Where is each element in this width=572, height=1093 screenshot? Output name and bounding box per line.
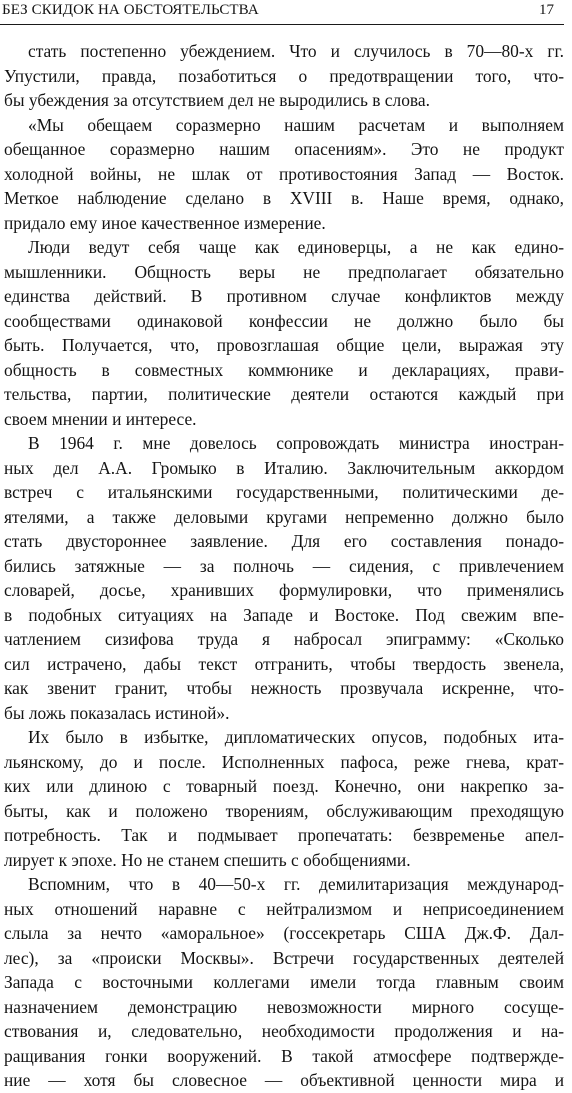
text-line: сообществами одинаковой конфессии не должно было бы	[4, 310, 564, 331]
text-line: ятелями, а также деловыми кругами непременно должно было	[4, 506, 564, 527]
text-line: бы ложь показалась истиной».	[4, 702, 230, 723]
text-line: слыла за нечто «аморальное» (госсекретарь США Дж.Ф. Дал-	[4, 923, 564, 943]
paragraph	[4, 725, 564, 872]
running-title: БЕЗ СКИДОК НА ОБСТОЯТЕЛЬСТВА	[2, 2, 259, 18]
text-line: мышленники. Общность веры не предполагает обязательно	[4, 261, 564, 282]
text-line: быть. Получается, что, провозглашая общие цели, выражая эту	[4, 335, 564, 355]
text-line: обещанное соразмерно нашим опасениям». Это не продукт	[4, 139, 564, 159]
text-line: лес), за «происки Москвы». Встречи государственных деятелей	[4, 947, 564, 968]
text-line: Запада с восточными коллегами имели тогда главным своим	[4, 972, 564, 992]
text-line: ствования и, следовательно, необходимости продолжения и на-	[4, 1021, 564, 1041]
text-line: ных отношений наравне с нейтрализмом и неприсоединением	[4, 898, 564, 919]
text-line: холодной войны, не шлак от противостояния Запад — Восток.	[4, 163, 564, 184]
page-number: 17	[539, 2, 554, 18]
text-line: Упустили, правда, позаботиться о предотвращении того, что-	[4, 65, 564, 86]
paragraph	[4, 431, 564, 725]
text-line: потребность. Так и подмывает пропечатать: безвременье апел-	[4, 825, 564, 845]
text-line: льянскому, до и после. Исполненных пафоса, реже гнева, крат-	[4, 751, 564, 772]
text-line: как звенит гранит, чтобы нежность прозвучала искренне, что-	[4, 678, 564, 698]
text-line: ких или длиною с товарный поезд. Конечно, они накрепко за-	[4, 776, 564, 796]
text-line: словарей, досье, хранивших формулировки, что применялись	[4, 580, 564, 600]
text-line: бились затяжные — за полночь — сидения, с привлечением	[4, 555, 564, 576]
text-line: Люди ведут себя чаще как единоверцы, а не как едино-	[28, 237, 564, 257]
running-header	[0, 0, 564, 25]
text-line: «Мы обещаем соразмерно нашим расчетам и выполняем	[28, 114, 564, 135]
text-line: тельства, партии, политические деятели остаются каждый при	[4, 384, 564, 404]
text-line: стать двустороннее заявление. Для его составления понадо-	[4, 531, 564, 551]
text-line: бы убеждения за отсутствием дел не выродились в слова.	[4, 90, 430, 110]
text-line: лирует к эпохе. Но не станем спешить с обобщениями.	[4, 849, 411, 870]
paragraph	[4, 113, 564, 236]
text-line: чатлением сизифова труда я набросал эпиграмму: «Сколько	[4, 629, 564, 649]
text-line: назначением демонстрацию невозможности мирного сосуще-	[4, 996, 564, 1017]
text-line: ращивания гонки вооружений. В такой атмосфере подтвержде-	[4, 1045, 564, 1066]
body-text	[4, 39, 564, 1093]
text-line: придало ему иное качественное измерение.	[4, 212, 326, 233]
paragraph	[4, 235, 564, 431]
text-line: ных дел А.А. Громыко в Италию. Заключительным аккордом	[4, 457, 564, 478]
text-line: своем мнении и интересе.	[4, 408, 197, 429]
paragraph	[4, 872, 564, 1093]
text-line: Вспомним, что в 40—50-х гг. демилитаризация международ-	[28, 874, 564, 894]
text-line: единства действий. В противном случае конфликтов между	[4, 286, 564, 306]
text-line: В 1964 г. мне довелось сопровождать министра иностран-	[28, 433, 564, 453]
text-line: стать постепенно убеждением. Что и случилось в 70—80-х гг.	[28, 41, 564, 61]
text-line: Их было в избытке, дипломатических опусов, подобных ита-	[28, 727, 564, 747]
text-line: встреч с итальянскими государственными, политическими де-	[4, 482, 564, 502]
text-line: в подобных ситуациях на Западе и Востоке. Под свежим впе-	[4, 604, 564, 625]
text-line: быты, как и положено творениям, обслуживающим преходящую	[4, 800, 564, 821]
text-line: Меткое наблюдение сделано в XVIII в. Наше время, однако,	[4, 188, 564, 208]
text-line: ние — хотя бы словесное — объективной ценности мира и	[4, 1070, 564, 1090]
text-line: сил истрачено, дабы текст отгранить, чтобы твердость звенела,	[4, 653, 564, 674]
text-line: общность в совместных коммюнике и декларациях, прави-	[4, 359, 564, 380]
paragraph	[4, 39, 564, 113]
